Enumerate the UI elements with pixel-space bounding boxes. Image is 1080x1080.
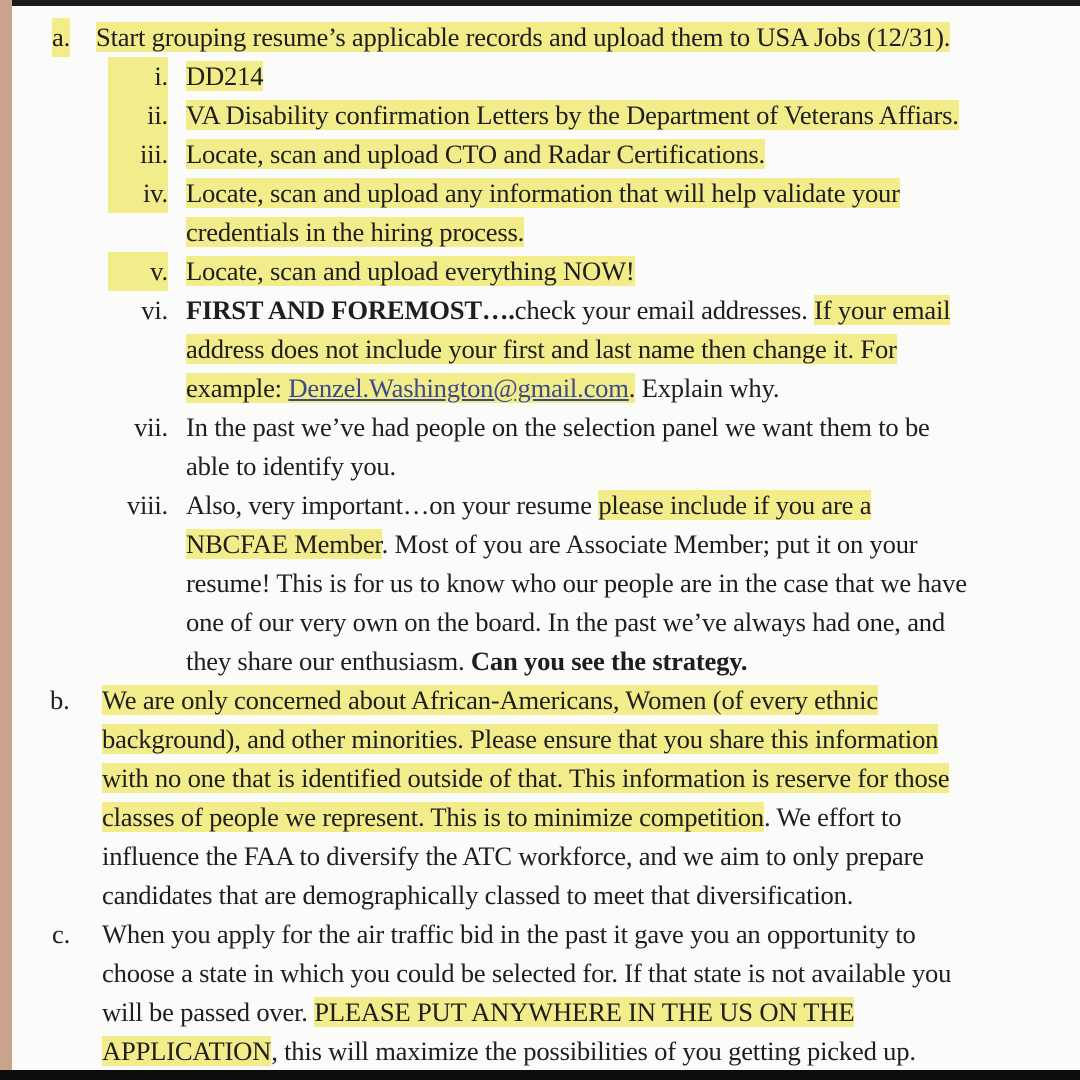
item-a-vi-text <box>186 291 950 408</box>
item-b-highlight3: with no one that is identified outside of that. This information is reserve for those <box>102 763 950 793</box>
item-a-vii-line2: able to identify you. <box>186 451 396 481</box>
item-a-marker: a. <box>52 18 70 57</box>
item-c-line3-plain: will be passed over. <box>102 997 315 1027</box>
item-a-vi-highlight2: address does not include your first and last name then change it. For <box>186 334 897 364</box>
item-a-iv-text <box>186 174 900 252</box>
item-a-v-marker: v. <box>108 252 168 291</box>
item-a-iii-text <box>186 135 765 174</box>
item-b-highlight4: classes of people we represent. This is to minimize competition <box>102 802 764 832</box>
item-a-i-highlight: DD214 <box>186 61 264 91</box>
item-a-viii-text <box>186 486 967 681</box>
item-a-vi-marker: vi. <box>141 295 168 325</box>
item-a-viii-line1-highlight: please include if you are a <box>598 490 872 520</box>
item-c-line4-highlight: APPLICATION <box>102 1036 272 1066</box>
item-a-v-highlight: Locate, scan and upload everything NOW! <box>186 256 635 286</box>
item-a-viii-line5-plain: they share our enthusiasm. <box>186 646 471 676</box>
document-page <box>12 6 1080 1070</box>
item-a-vi-highlight1: If your email <box>814 295 951 325</box>
item-a-iv-line1: Locate, scan and upload any information that will help validate your <box>186 178 900 208</box>
item-b-marker: b. <box>50 685 70 715</box>
item-b-highlight1: We are only concerned about African-Americans, Women (of every ethnic <box>102 685 878 715</box>
item-a-i-marker: i. <box>108 57 168 96</box>
item-a-vi-tail: Explain why. <box>635 373 780 403</box>
item-a-vii-marker: vii. <box>134 412 168 442</box>
item-c-line4-plain: , this will maximize the possibilities of you getting picked up. <box>271 1036 916 1066</box>
item-a-viii-marker: viii. <box>126 490 168 520</box>
item-a-viii-line3: resume! This is for us to know who our people are in the case that we have <box>186 568 967 598</box>
item-a-vii-line1: In the past we’ve had people on the selection panel we want them to be <box>186 412 930 442</box>
item-a-ii-text <box>186 96 959 135</box>
item-a-viii-line2-plain: . Most of you are Associate Member; put it on your <box>381 529 918 559</box>
item-b-text <box>102 681 949 915</box>
item-a-text <box>96 18 950 57</box>
item-a-viii-line1-plain: Also, very important…on your resume <box>186 490 599 520</box>
item-a-ii-highlight: VA Disability confirmation Letters by the Department of Veterans Affiars. <box>186 100 959 130</box>
item-a-vi-period: . <box>628 373 636 403</box>
item-a-i-text <box>186 57 263 96</box>
item-a-iv-line2: credentials in the hiring process. <box>186 217 525 247</box>
item-a-vi-bold: FIRST AND FOREMOST…. <box>186 295 515 325</box>
item-c-line2: choose a state in which you could be selected for. If that state is not available you <box>102 958 952 988</box>
item-c-text <box>102 915 951 1070</box>
item-a-vi-example-label: example: <box>186 373 289 403</box>
item-c-line1: When you apply for the air traffic bid in the past it gave you an opportunity to <box>102 919 916 949</box>
scan-left-edge <box>0 0 12 1080</box>
item-a-iii-marker: iii. <box>108 135 168 174</box>
item-c-line3-highlight: PLEASE PUT ANYWHERE IN THE US ON THE <box>314 997 855 1027</box>
item-a-vii-text <box>186 408 930 486</box>
item-a-vi-highlight3 <box>186 373 635 403</box>
item-a-ii-marker: ii. <box>108 96 168 135</box>
item-c-marker: c. <box>52 919 71 949</box>
item-a-vi-plain: check your email addresses. <box>514 295 815 325</box>
item-b-line4-tail: . We effort to <box>763 802 902 832</box>
item-b-line5: influence the FAA to diversify the ATC workforce, and we aim to only prepare <box>102 841 924 871</box>
item-a-viii-line5-bold: Can you see the strategy. <box>470 646 748 676</box>
scan-bottom-edge <box>0 1070 1080 1080</box>
item-a-highlight: Start grouping resume’s applicable records and upload them to USA Jobs (12/31). <box>96 22 951 52</box>
item-a-viii-line2-highlight: NBCFAE Member <box>186 529 382 559</box>
item-a-viii-line4: one of our very own on the board. In the past we’ve always had one, and <box>186 607 945 637</box>
item-b-line6: candidates that are demographically classed to meet that diversification. <box>102 880 854 910</box>
item-b-highlight2: background), and other minorities. Please ensure that you share this information <box>102 724 939 754</box>
item-a-iii-highlight: Locate, scan and upload CTO and Radar Certifications. <box>186 139 765 169</box>
item-a-v-text <box>186 252 635 291</box>
item-a-iv-marker: iv. <box>108 174 168 213</box>
example-email-link[interactable]: Denzel.Washington@gmail.com <box>288 373 629 403</box>
